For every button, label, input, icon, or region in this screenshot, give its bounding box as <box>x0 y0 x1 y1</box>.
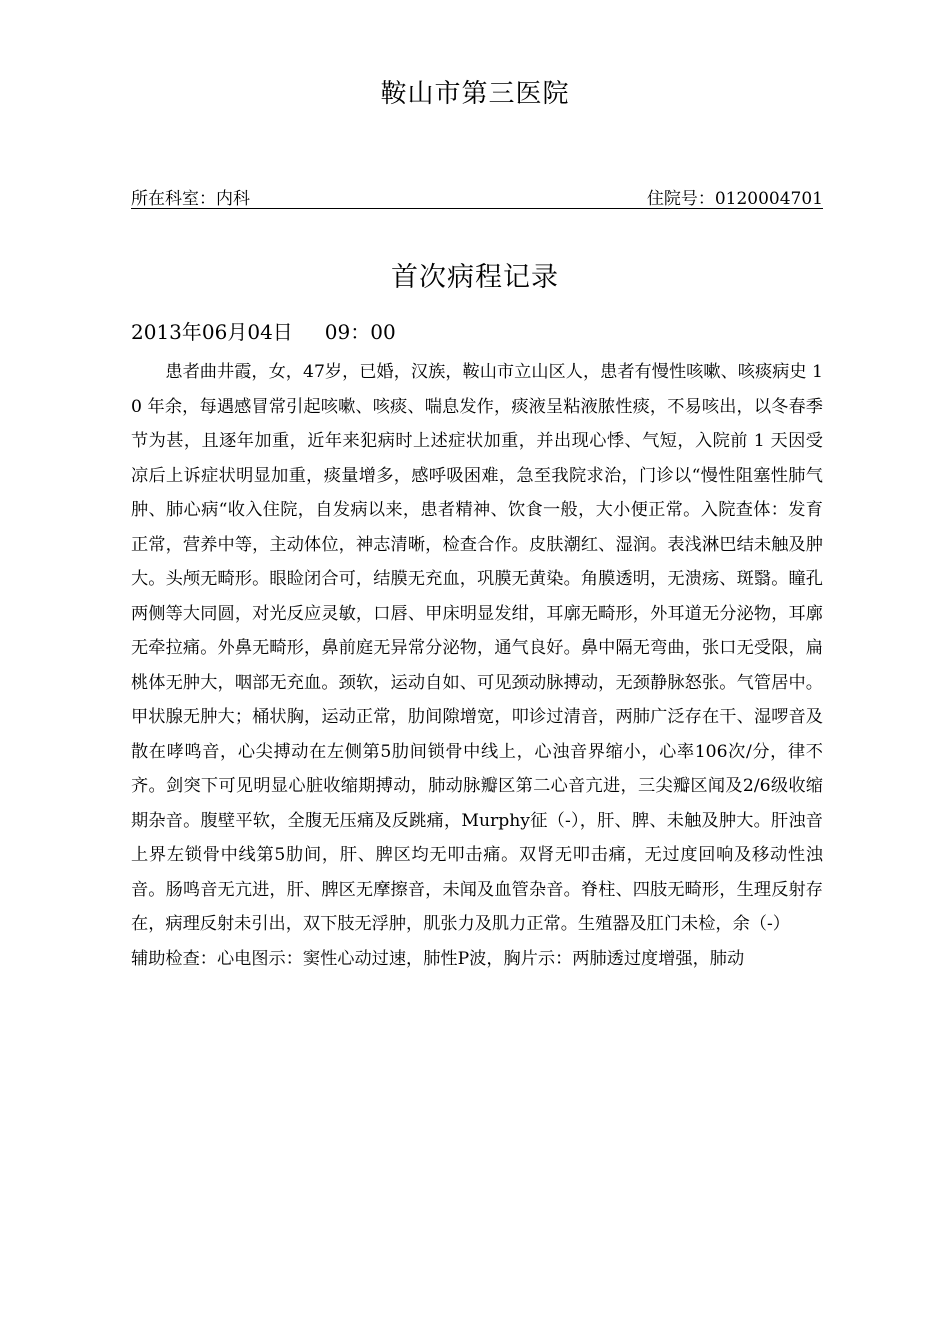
record-datetime <box>131 316 396 345</box>
record-time: 09：00 <box>324 320 396 344</box>
record-title: 首次病程记录 <box>391 262 559 293</box>
case-history-paragraph: 患者曲井霞，女，47岁，已婚，汉族，鞍山市立山区人，患者有慢性咳嗽、咳痰病史 10 年余，每遇感冒常引起咳嗽、咳痰、喘息发作，痰液呈粘液脓性痰，不易咳出，以冬春季节为甚，且逐年加重，近年来犯病时上述症状加重，并出现心悸、气短，入院前 1 天因受凉后上诉症状明显加重，痰量增多，感呼吸困难，急至我院求治，门诊以“慢性阻塞性肺气肿、肺心病“收入住院，自发病以来，患者精神、饮食一般，大小便正常。入院查体：发育正常，营养中等，主动体位，神志清晰，检查合作。皮肤潮红、湿润。表浅淋巴结未触及肿大。头颅无畸形。眼睑闭合可，结膜无充血，巩膜无黄染。角膜透明，无溃疡、斑翳。瞳孔两侧等大同圆，对光反应灵敏，口唇、甲床明显发绀，耳廓无畸形，外耳道无分泌物，耳廓无牵拉痛。外鼻无畸形，鼻前庭无异常分泌物，通气良好。鼻中隔无弯曲，张口无受限，扁桃体无肿大，咽部无充血。颈软，运动自如、可见颈动脉搏动，无颈静脉怒张。气管居中。甲状腺无肿大；桶状胸，运动正常，肋间隙增宽，叩诊过清音，两肺广泛存在干、湿啰音及散在哮鸣音，心尖搏动在左侧第5肋间锁骨中线上，心浊音界缩小，心率106次/分，律不齐。剑突下可见明显心脏收缩期搏动，肺动脉瓣区第二心音亢进，三尖瓣区闻及2/6级收缩期杂音。腹壁平软，全腹无压痛及反跳痛，Murphy征（-），肝、脾、未触及肿大。肝浊音上界左锁骨中线第5肋间，肝、脾区均无叩击痛。双肾无叩击痛，无过度回响及移动性浊音。肠鸣音无亢进，肝、脾区无摩擦音，未闻及血管杂音。脊柱、四肢无畸形，生理反射存在，病理反射未引出，双下肢无浮肿，肌张力及肌力正常。生殖器及肛门未检，余（-） <box>131 362 823 934</box>
record-body <box>131 355 823 976</box>
department-label: 所在科室：内科 <box>131 189 250 209</box>
auxiliary-exam-line: 辅助检查：心电图示：窦性心动过速，肺性P波，胸片示：两肺透过度增强，肺动 <box>131 948 745 969</box>
record-date: 2013年06月04日 <box>131 320 293 344</box>
hospital-name: 鞍山市第三医院 <box>380 79 570 109</box>
admission-number: 住院号：0120004701 <box>646 189 823 209</box>
info-row <box>131 184 823 209</box>
